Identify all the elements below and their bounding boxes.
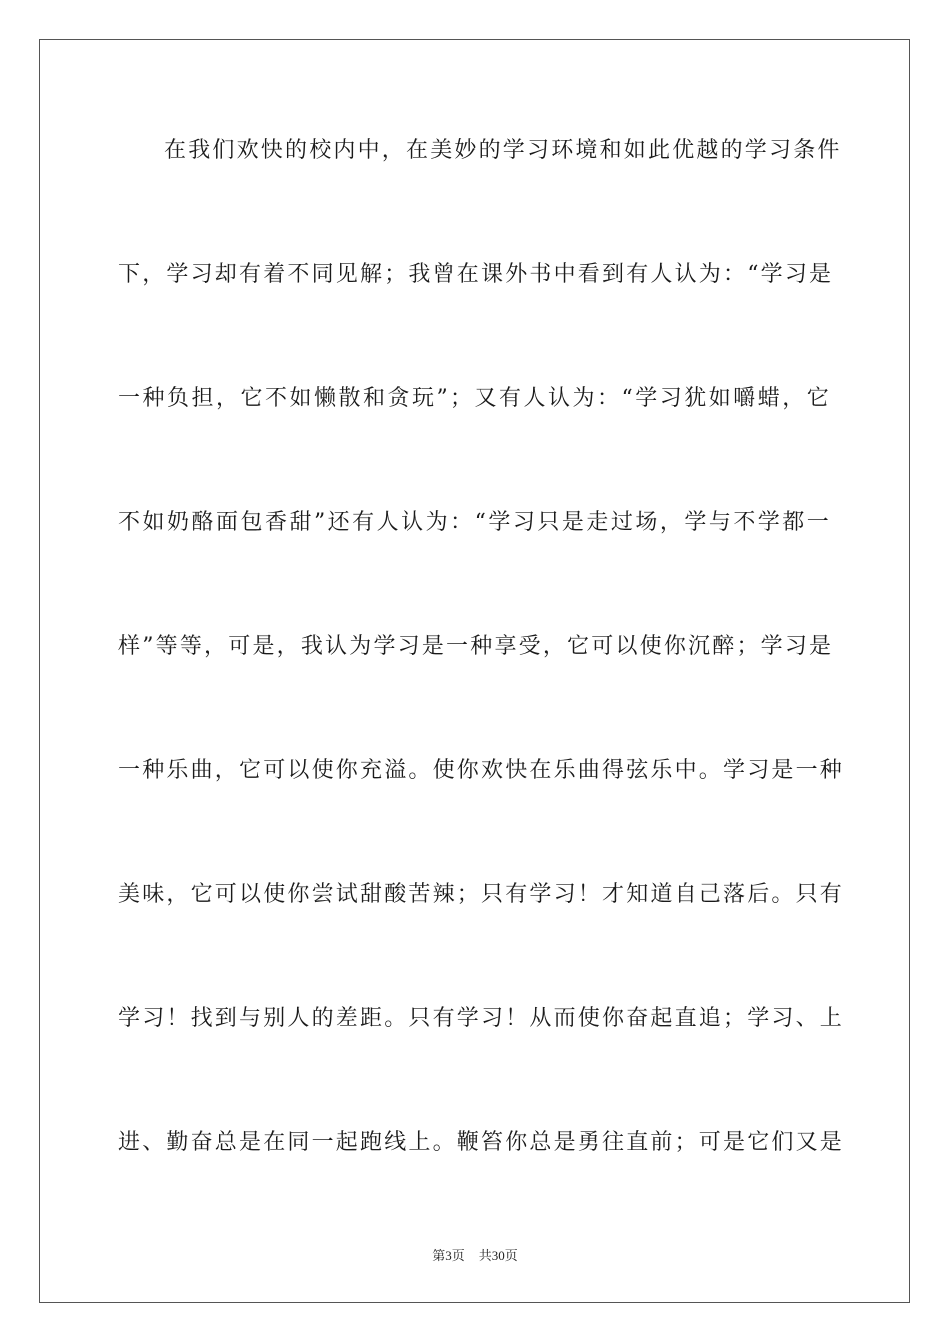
total-pages: 共30页 [478, 1248, 518, 1263]
paragraph-line-7: 美味，它可以使你尝试甜酸苦辣；只有学习！才知道自己落后。只有 [118, 882, 845, 907]
paragraph-line-9: 进、勤奋总是在同一起跑线上。鞭笞你总是勇往直前；可是它们又是 [118, 1130, 845, 1155]
paragraph-line-6: 一种乐曲，它可以使你充溢。使你欢快在乐曲得弦乐中。学习是一种 [118, 758, 845, 783]
paragraph-line-2: 下，学习却有着不同见解；我曾在课外书中看到有人认为：“学习是 [118, 262, 834, 287]
page-footer [0, 1247, 950, 1265]
page-number: 第3页 [432, 1248, 465, 1263]
paragraph-line-4: 不如奶酪面包香甜”还有人认为：“学习只是走过场，学与不学都一 [118, 510, 831, 535]
paragraph-line-1: 在我们欢快的校内中，在美妙的学习环境和如此优越的学习条件 [164, 138, 842, 163]
paragraph-line-8: 学习！找到与别人的差距。只有学习！从而使你奋起直追；学习、上 [118, 1006, 845, 1031]
page-border [39, 39, 910, 1303]
paragraph-line-5: 样”等等，可是，我认为学习是一种享受，它可以使你沉醉；学习是 [118, 634, 834, 659]
paragraph-line-3: 一种负担，它不如懒散和贪玩”；又有人认为：“学习犹如嚼蜡，它 [118, 386, 831, 411]
